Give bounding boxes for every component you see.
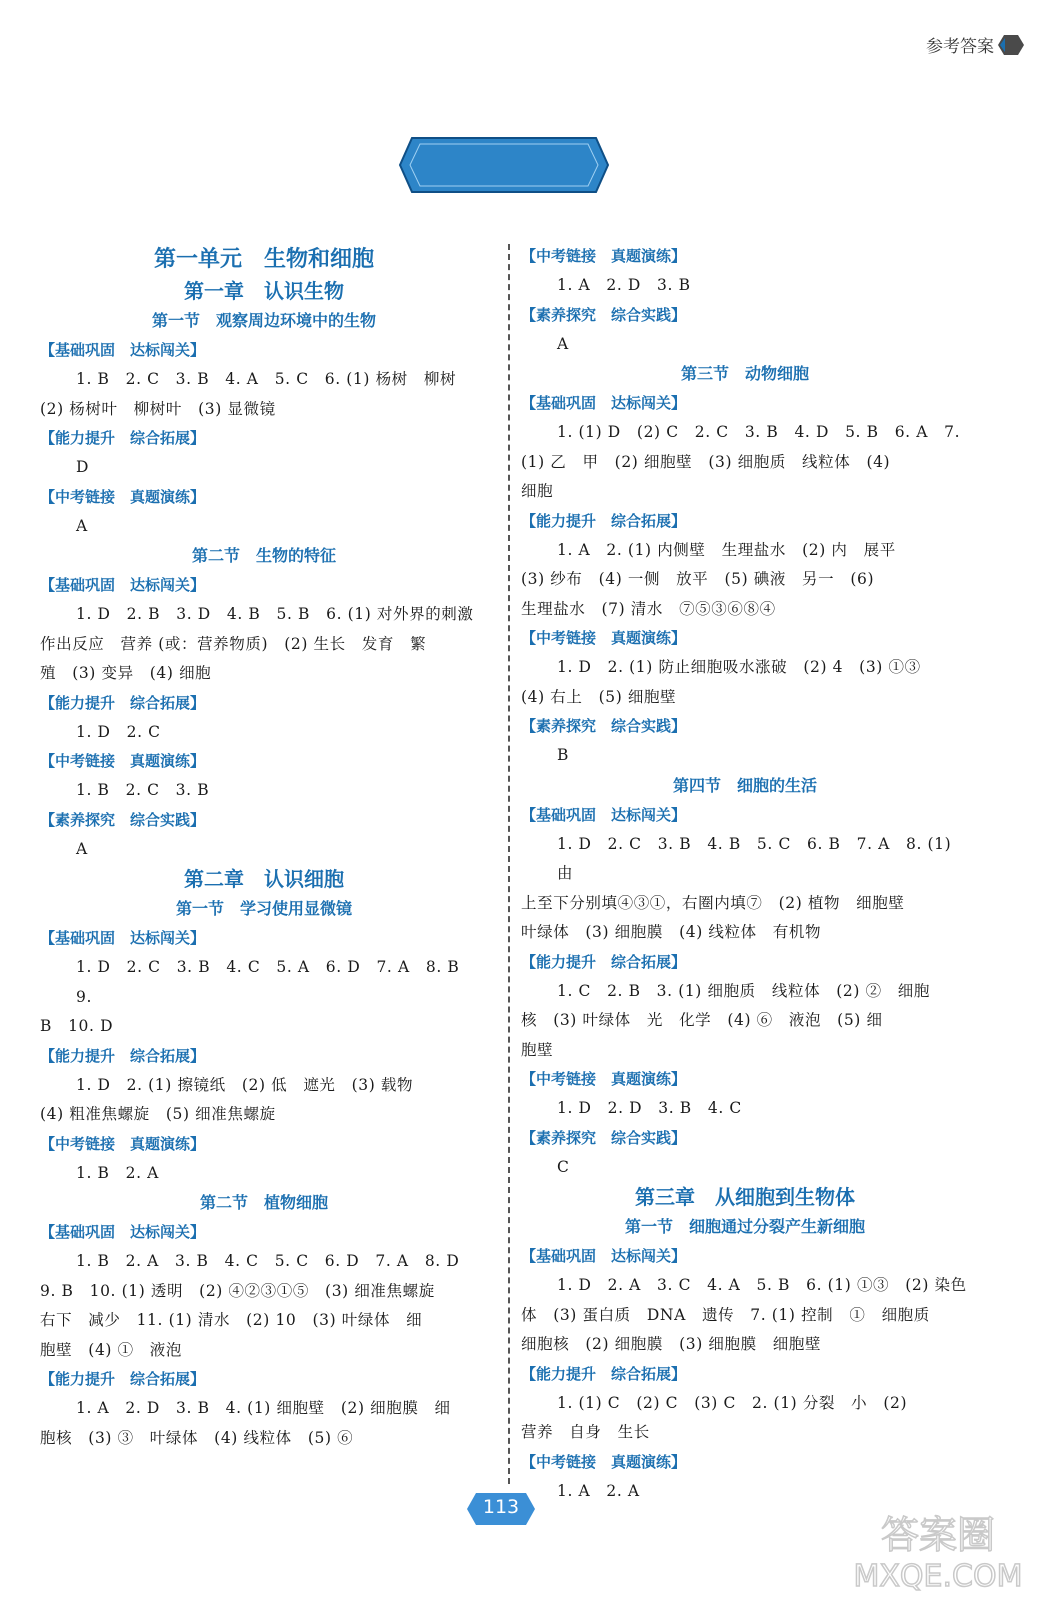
answer-line: A <box>76 839 88 858</box>
section-title: 第二节 生物的特征 <box>191 546 336 565</box>
column-divider <box>508 244 510 1484</box>
chapter-title: 第一章 认识生物 <box>184 279 344 303</box>
answer-line: 胞壁 (4) ① 液泡 <box>40 1340 182 1359</box>
answer-line: 1. (1) C (2) C (3) C 2. (1) 分裂 小 (2) <box>557 1393 908 1412</box>
section-title: 第二节 植物细胞 <box>199 1193 328 1212</box>
answer-line: (1) 乙 甲 (2) 细胞壁 (3) 细胞质 线粒体 (4) <box>521 452 891 471</box>
answer-line: A <box>557 334 569 353</box>
answer-line: 核 (3) 叶绿体 光 化学 (4) ⑥ 液泡 (5) 细 <box>521 1011 883 1029</box>
right-column <box>521 242 969 1506</box>
answer-line: 1. A 2. (1) 内侧壁 生理盐水 (2) 内 展平 <box>557 540 896 559</box>
section-title: 第四节 细胞的生活 <box>672 775 817 795</box>
svg-text:答案圈: 答案圈 <box>880 1513 996 1557</box>
watermark-logo <box>838 1508 1038 1592</box>
exercise-tag: 【基础巩固 达标闯关】 <box>521 805 687 824</box>
answer-line: (4) 右上 (5) 细胞壁 <box>521 687 677 706</box>
answer-line: 1. B 2. A 3. B 4. C 5. C 6. D 7. A 8. D <box>76 1252 460 1270</box>
section-title: 第一节 学习使用显微镜 <box>175 899 352 918</box>
svg-text:MXQE.COM: MXQE.COM <box>853 1559 1023 1592</box>
answer-line: 右下 减少 11. (1) 清水 (2) 10 (3) 叶绿体 细 <box>40 1311 423 1329</box>
answer-line: 1. A 2. A <box>557 1481 640 1500</box>
exercise-tag: 【能力提升 综合拓展】 <box>40 693 206 712</box>
answer-line: 1. D 2. D 3. B 4. C <box>557 1099 742 1117</box>
answer-line: 体 (3) 蛋白质 DNA 遗传 7. (1) 控制 ① 细胞质 <box>521 1305 930 1324</box>
exercise-tag: 【基础巩固 达标闯关】 <box>40 576 206 594</box>
answer-line: 1. C 2. B 3. (1) 细胞质 线粒体 (2) ② 细胞 <box>557 981 930 1000</box>
answer-line: C <box>557 1157 570 1176</box>
answer-line: 上至下分别填④③①，右圈内填⑦ (2) 植物 细胞壁 <box>521 893 905 912</box>
exercise-tag: 【中考链接 真题演练】 <box>521 629 687 647</box>
chapter-title: 第二章 认识细胞 <box>184 867 344 891</box>
answer-line: 9. B 10. (1) 透明 (2) ④②③①⑤ (3) 细准焦螺旋 <box>40 1281 435 1300</box>
answer-line: 1. D 2. (1) 擦镜纸 (2) 低 遮光 (3) 载物 <box>76 1075 414 1094</box>
exercise-tag: 【能力提升 综合拓展】 <box>521 1364 687 1383</box>
exercise-tag: 【中考链接 真题演练】 <box>40 752 206 770</box>
section-title: 第一节 细胞通过分裂产生新细胞 <box>624 1217 865 1236</box>
answer-line: 1. B 2. C 3. B 4. A 5. C 6. (1) 杨树 柳树 <box>76 370 457 388</box>
answer-line: 生理盐水 (7) 清水 ⑦⑤③⑥⑧④ <box>521 599 776 618</box>
answer-line: D <box>76 458 90 476</box>
answer-line: 细胞核 (2) 细胞膜 (3) 细胞膜 细胞壁 <box>521 1335 822 1353</box>
exercise-tag: 【能力提升 综合拓展】 <box>40 1370 206 1388</box>
exercise-tag: 【中考链接 真题演练】 <box>521 1452 687 1471</box>
section-title: 第三节 动物细胞 <box>680 364 809 383</box>
answer-line: 1. D 2. B 3. D 4. B 5. B 6. (1) 对外界的刺激 <box>76 605 474 623</box>
answer-line: 1. (1) D (2) C 2. C 3. B 4. D 5. B 6. A 7. <box>557 423 961 441</box>
answer-line: 营养 自身 生长 <box>521 1423 650 1441</box>
answer-line: (4) 粗准焦螺旋 (5) 细准焦螺旋 <box>40 1105 276 1123</box>
answer-line: 叶绿体 (3) 细胞膜 (4) 线粒体 有机物 <box>521 923 822 941</box>
exercise-tag: 【能力提升 综合拓展】 <box>521 511 687 530</box>
exercise-tag: 【中考链接 真题演练】 <box>521 247 687 265</box>
exercise-tag: 【中考链接 真题演练】 <box>40 487 206 506</box>
section-title: 第一节 观察周边环境中的生物 <box>151 311 376 330</box>
exercise-tag: 【素养探究 综合实践】 <box>40 810 206 829</box>
answer-line: 1. D 2. C <box>76 722 161 741</box>
exercise-tag: 【能力提升 综合拓展】 <box>521 952 687 971</box>
answer-line: 细胞 <box>521 482 554 500</box>
answer-line: 1. A 2. D 3. B <box>557 276 691 294</box>
exercise-tag: 【基础巩固 达标闯关】 <box>40 1223 206 1241</box>
answer-line: 1. B 2. A <box>76 1163 159 1182</box>
answer-line: 殖 (3) 变异 (4) 细胞 <box>40 664 212 682</box>
answer-line: 作出反应 营养 (或：营养物质) (2) 生长 发育 繁 <box>40 634 427 653</box>
exercise-tag: 【基础巩固 达标闯关】 <box>521 394 687 412</box>
banner-title: 参考答案 <box>435 16 572 54</box>
header-tag: 参考答案 <box>926 37 994 57</box>
answer-line: 胞核 (3) ③ 叶绿体 (4) 线粒体 (5) ⑥ <box>40 1428 354 1447</box>
answer-line: B <box>557 746 569 764</box>
answer-line: 1. D 2. C 3. B 4. C 5. A 6. D 7. A 8. B 9. <box>76 958 476 1006</box>
answer-line: 1. D 2. A 3. C 4. A 5. B 6. (1) ①③ (2) 染色 <box>557 1276 967 1294</box>
left-column <box>40 242 488 1453</box>
answer-line: (2) 杨树叶 柳树叶 (3) 显微镜 <box>40 399 276 418</box>
answer-line: 1. D 2. C 3. B 4. B 5. C 6. B 7. A 8. (1) 由 <box>557 834 952 882</box>
exercise-tag: 【基础巩固 达标闯关】 <box>521 1247 687 1265</box>
title-banner <box>398 136 610 194</box>
answer-line: 1. B 2. C 3. B <box>76 781 210 799</box>
exercise-tag: 【能力提升 综合拓展】 <box>40 1046 206 1065</box>
chapter-title: 第三章 从细胞到生物体 <box>635 1185 855 1209</box>
answer-line: 1. A 2. D 3. B 4. (1) 细胞壁 (2) 细胞膜 细 <box>76 1399 451 1417</box>
unit-title: 第一单元 生物和细胞 <box>153 246 374 272</box>
exercise-tag: 【能力提升 综合拓展】 <box>40 429 206 447</box>
hexagon-icon <box>998 34 1024 56</box>
answer-line: (3) 纱布 (4) 一侧 放平 (5) 碘液 另一 (6) <box>521 570 875 588</box>
page-number: 113 <box>482 1496 520 1518</box>
exercise-tag: 【中考链接 真题演练】 <box>40 1134 206 1153</box>
exercise-tag: 【基础巩固 达标闯关】 <box>40 341 206 359</box>
answer-line: A <box>76 516 88 535</box>
exercise-tag: 【素养探究 综合实践】 <box>521 305 687 324</box>
exercise-tag: 【基础巩固 达标闯关】 <box>40 929 206 947</box>
exercise-tag: 【素养探究 综合实践】 <box>521 717 687 735</box>
exercise-tag: 【中考链接 真题演练】 <box>521 1070 687 1088</box>
answer-line: 1. D 2. (1) 防止细胞吸水涨破 (2) 4 (3) ①③ <box>557 658 921 676</box>
exercise-tag: 【素养探究 综合实践】 <box>521 1128 687 1147</box>
answer-line: B 10. D <box>40 1017 114 1035</box>
answer-line: 胞壁 <box>521 1040 554 1059</box>
